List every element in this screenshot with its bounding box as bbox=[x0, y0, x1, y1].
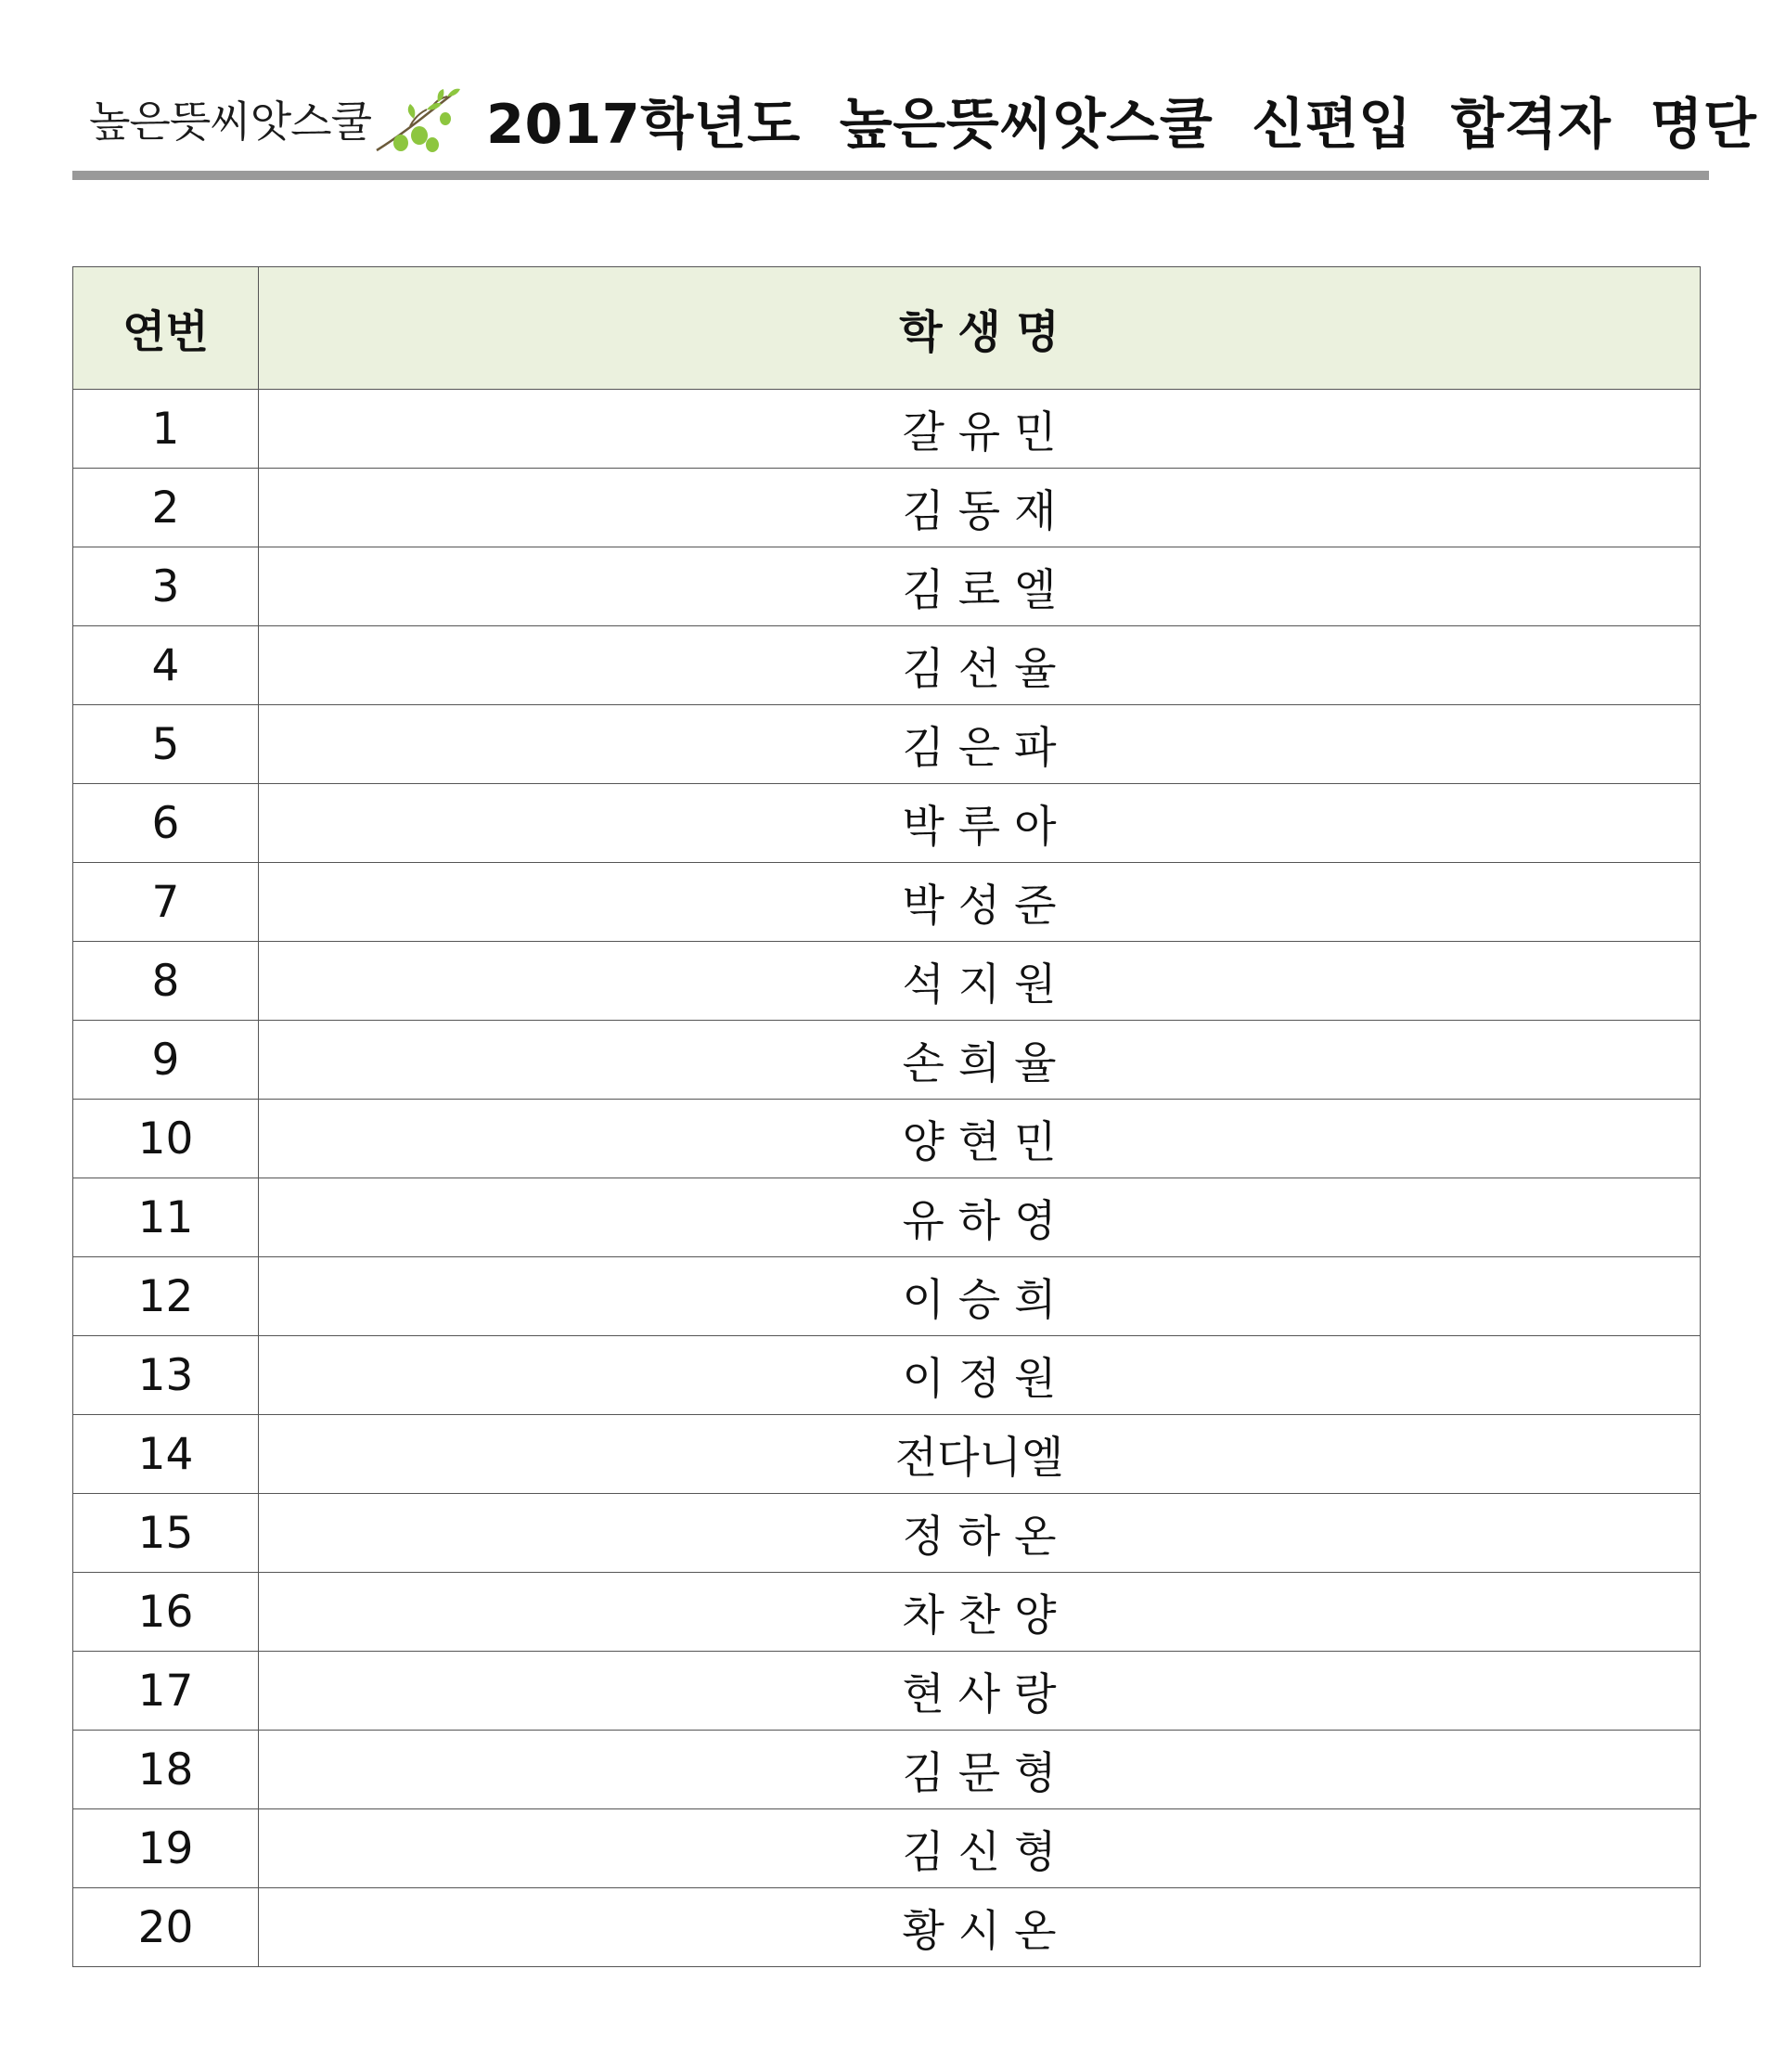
student-name: 김 동 재 bbox=[259, 469, 1701, 547]
student-name: 김 로 엘 bbox=[259, 547, 1701, 626]
row-number: 6 bbox=[73, 784, 259, 863]
student-name: 갈 유 민 bbox=[259, 390, 1701, 469]
row-number: 11 bbox=[73, 1178, 259, 1257]
school-logo bbox=[89, 82, 462, 156]
row-number: 16 bbox=[73, 1573, 259, 1652]
page-title: 2017학년도 높은뜻씨앗스쿨 신편입 합격자 명단 bbox=[486, 92, 1757, 156]
title-underline bbox=[72, 171, 1709, 180]
table-row bbox=[73, 1494, 1701, 1573]
student-name: 차 찬 양 bbox=[259, 1573, 1701, 1652]
row-number: 15 bbox=[73, 1494, 259, 1573]
student-name: 석 지 원 bbox=[259, 942, 1701, 1021]
branch-with-seeds-icon bbox=[373, 82, 462, 156]
student-name: 이 승 희 bbox=[259, 1257, 1701, 1336]
student-name: 손 희 율 bbox=[259, 1021, 1701, 1100]
row-number: 4 bbox=[73, 626, 259, 705]
row-number: 13 bbox=[73, 1336, 259, 1415]
table-row bbox=[73, 469, 1701, 547]
row-number: 7 bbox=[73, 863, 259, 942]
row-number: 2 bbox=[73, 469, 259, 547]
row-number: 17 bbox=[73, 1652, 259, 1731]
student-name: 박 루 아 bbox=[259, 784, 1701, 863]
table-row bbox=[73, 626, 1701, 705]
row-number: 19 bbox=[73, 1809, 259, 1888]
row-number: 1 bbox=[73, 390, 259, 469]
table-row bbox=[73, 390, 1701, 469]
table-row bbox=[73, 942, 1701, 1021]
table-row bbox=[73, 1415, 1701, 1494]
table-row bbox=[73, 1100, 1701, 1178]
row-number: 18 bbox=[73, 1731, 259, 1809]
student-name: 유 하 영 bbox=[259, 1178, 1701, 1257]
student-name: 박 성 준 bbox=[259, 863, 1701, 942]
admission-list-table bbox=[72, 266, 1701, 1967]
row-number: 3 bbox=[73, 547, 259, 626]
row-number: 12 bbox=[73, 1257, 259, 1336]
student-name: 김 선 율 bbox=[259, 626, 1701, 705]
student-name: 양 현 민 bbox=[259, 1100, 1701, 1178]
logo-text: 높은뜻씨앗스쿨 bbox=[89, 97, 372, 147]
row-number: 14 bbox=[73, 1415, 259, 1494]
table-row bbox=[73, 1809, 1701, 1888]
column-header-student-name: 학 생 명 bbox=[259, 267, 1701, 390]
table-row bbox=[73, 1178, 1701, 1257]
student-name: 김 문 형 bbox=[259, 1731, 1701, 1809]
row-number: 9 bbox=[73, 1021, 259, 1100]
table-row bbox=[73, 547, 1701, 626]
row-number: 20 bbox=[73, 1888, 259, 1967]
student-name: 황 시 온 bbox=[259, 1888, 1701, 1967]
table-row bbox=[73, 1731, 1701, 1809]
student-name: 전다니엘 bbox=[259, 1415, 1701, 1494]
student-name: 이 정 원 bbox=[259, 1336, 1701, 1415]
student-name: 현 사 랑 bbox=[259, 1652, 1701, 1731]
table-row bbox=[73, 1336, 1701, 1415]
table-row bbox=[73, 1888, 1701, 1967]
table-row bbox=[73, 1257, 1701, 1336]
row-number: 5 bbox=[73, 705, 259, 784]
row-number: 10 bbox=[73, 1100, 259, 1178]
student-name: 정 하 온 bbox=[259, 1494, 1701, 1573]
table-row bbox=[73, 863, 1701, 942]
student-name: 김 신 형 bbox=[259, 1809, 1701, 1888]
row-number: 8 bbox=[73, 942, 259, 1021]
table-row bbox=[73, 1652, 1701, 1731]
table-row bbox=[73, 784, 1701, 863]
table-header-row bbox=[73, 267, 1701, 390]
table-row bbox=[73, 1573, 1701, 1652]
student-name: 김 은 파 bbox=[259, 705, 1701, 784]
table-row bbox=[73, 705, 1701, 784]
document-header bbox=[72, 65, 1757, 176]
column-header-number: 연번 bbox=[73, 267, 259, 390]
table-row bbox=[73, 1021, 1701, 1100]
